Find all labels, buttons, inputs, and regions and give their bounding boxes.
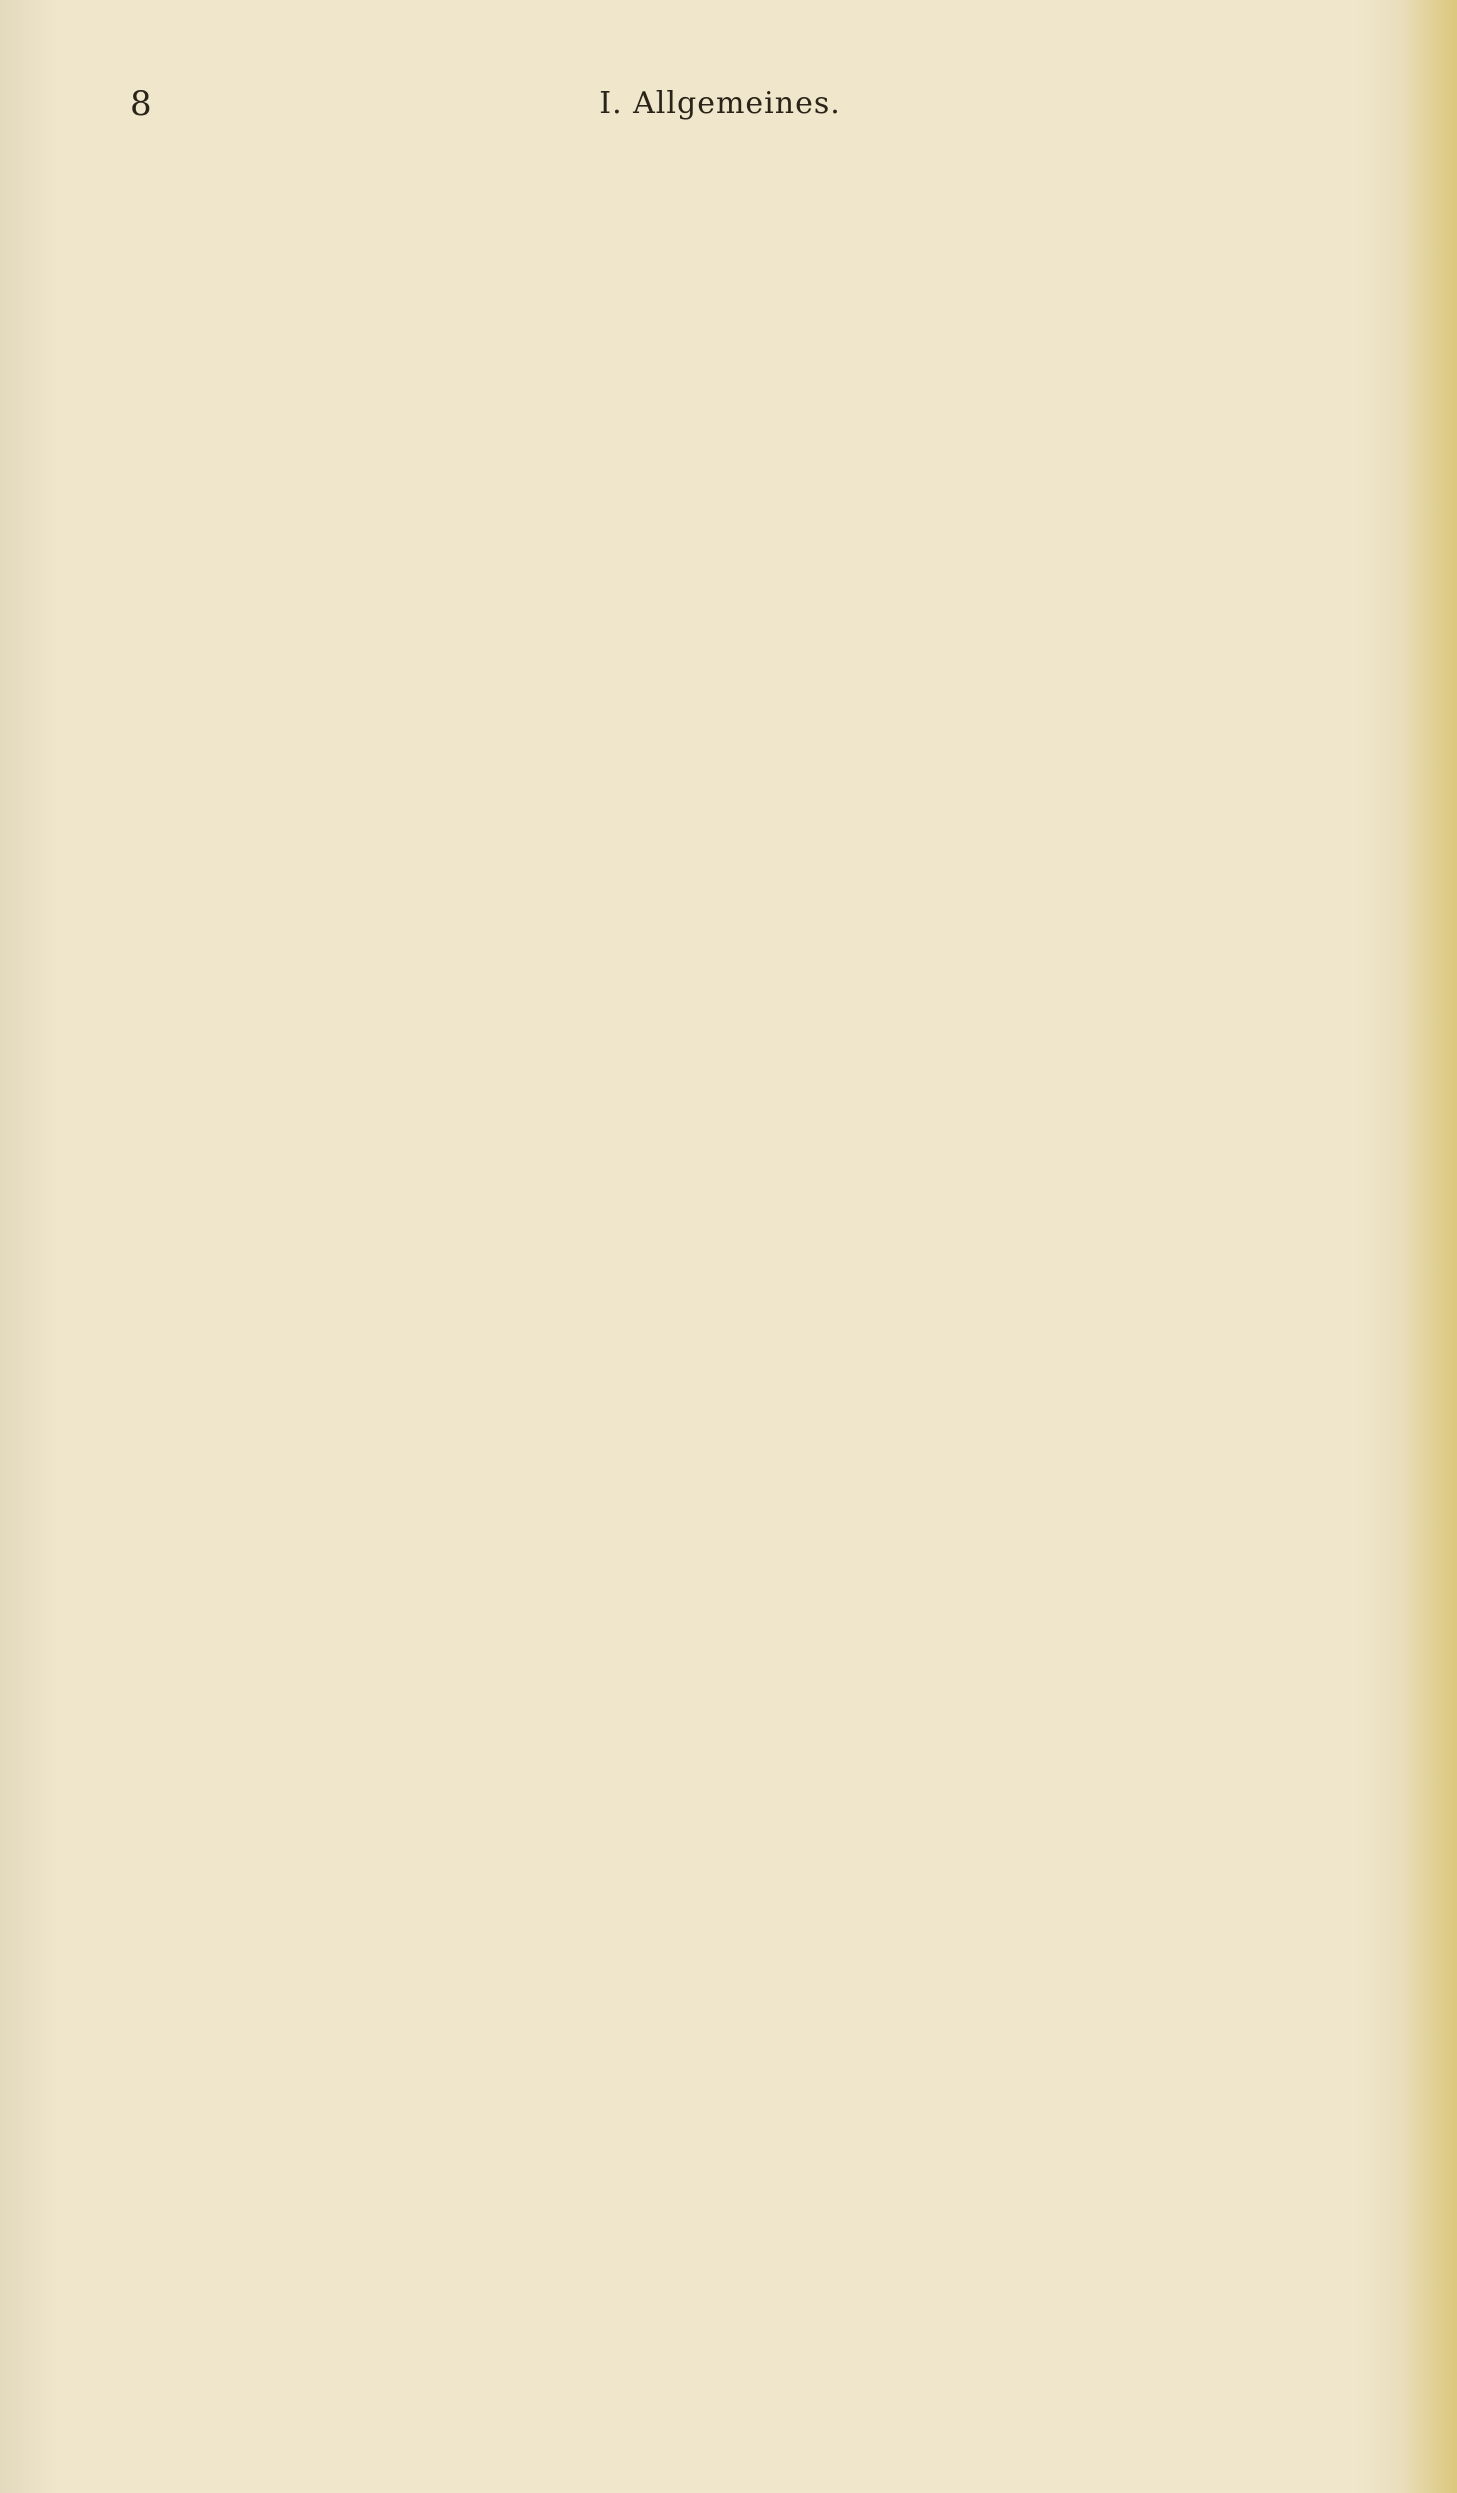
text-line	[130, 900, 1310, 950]
text-line	[130, 600, 1310, 650]
text-line	[130, 1050, 1310, 1100]
text-line	[130, 1850, 1310, 1900]
text-line	[130, 2300, 1310, 2350]
text-line	[130, 1800, 1310, 1850]
text-line	[130, 1550, 1310, 1600]
text-line	[130, 1450, 1310, 1500]
text-line	[130, 400, 1310, 450]
text-line	[130, 2100, 1310, 2150]
text-line	[130, 2400, 1310, 2450]
text-line	[130, 2150, 1310, 2200]
text-line	[130, 850, 1310, 900]
text-line	[130, 1350, 1310, 1400]
text-line	[130, 450, 1310, 500]
text-line	[130, 1000, 1310, 1050]
text-line	[130, 2000, 1310, 2050]
text-line	[130, 300, 1310, 350]
page-number: 8	[130, 84, 152, 124]
text-line	[130, 550, 1310, 600]
text-line	[130, 1650, 1310, 1700]
text-line	[130, 350, 1310, 400]
text-line	[130, 950, 1310, 1000]
text-line	[130, 1200, 1310, 1250]
text-line	[130, 750, 1310, 800]
text-line	[130, 2250, 1310, 2300]
text-line	[130, 1750, 1310, 1800]
text-line	[130, 200, 1310, 250]
text-line	[130, 1900, 1310, 1950]
body-text	[130, 150, 1310, 2450]
text-line	[130, 2050, 1310, 2100]
text-line	[130, 1300, 1310, 1350]
text-line	[130, 2350, 1310, 2400]
text-line	[130, 1500, 1310, 1550]
text-line	[130, 250, 1310, 300]
text-line	[130, 1100, 1310, 1150]
page-edge-discoloration	[1402, 0, 1457, 2493]
text-line	[130, 1250, 1310, 1300]
text-line	[130, 1400, 1310, 1450]
text-line	[130, 1700, 1310, 1750]
text-line	[130, 650, 1310, 700]
text-line	[130, 1150, 1310, 1200]
text-line	[130, 150, 1310, 200]
text-line	[130, 2200, 1310, 2250]
text-line	[130, 800, 1310, 850]
page-header	[130, 82, 1310, 126]
text-line	[130, 700, 1310, 750]
text-line	[130, 500, 1310, 550]
text-line	[130, 1600, 1310, 1650]
running-head: I. Allgemeines.	[599, 86, 841, 121]
text-line	[130, 1950, 1310, 2000]
